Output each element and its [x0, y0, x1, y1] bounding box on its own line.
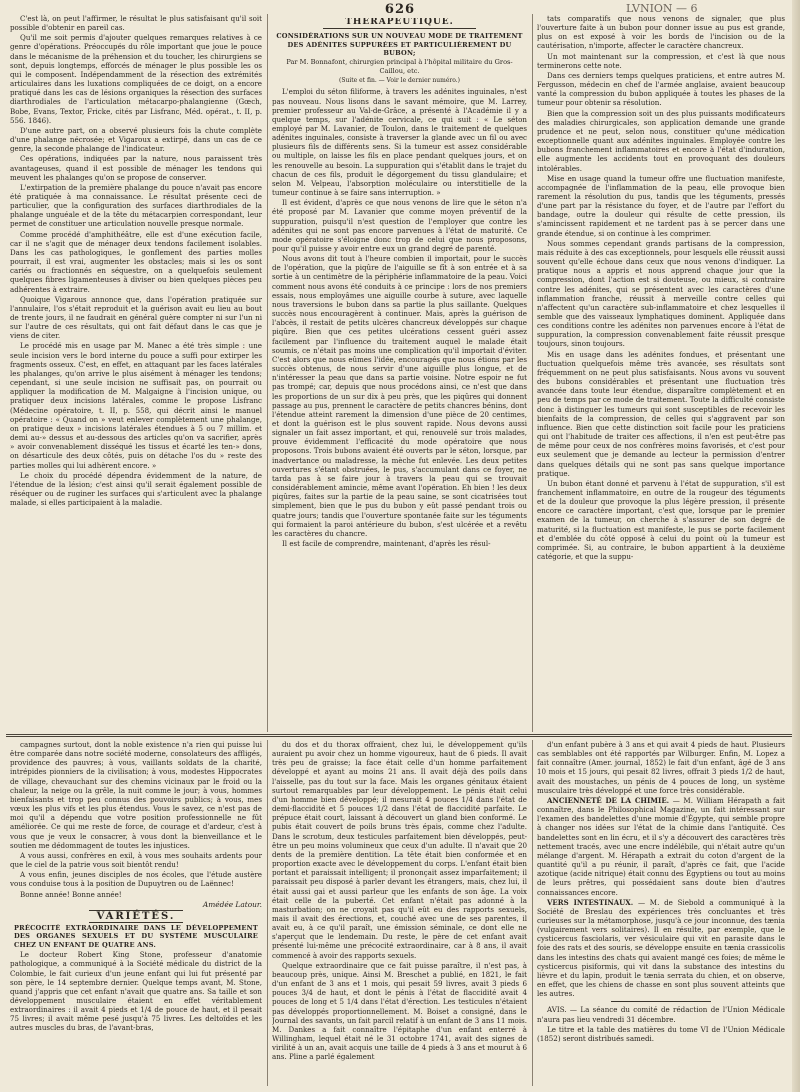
final-notice: Le titre et la table des matières du tome VI de l'Union Médicale (1852) seront distribués samedi. — [537, 1024, 785, 1043]
chemistry-text: — M. William Hérapath a fait connaître, dans le Philosophical Magazine, un fait intéressant sur l'examen des bandelettes d'une momie d'Égypte, qui semble propre à changer nos idées sur l'état de la chimie dans l'antiquité. Ces bandelettes sont en lin écru, et il s'y a découvert des caractères très nettement tracés, avec une encre indélébile, qui n'était autre qu'un mélange d'argent. M. Hérapath a extrait du coton d'argent de la quantité qu'il a pu réunir, il paraît, d'après ce fait, que l'acide azotique (acide nitrique) était connu des Égyptiens ou tout au moins de leurs prêtres, qui possédaient sans doute bien d'autres connaissances encore. — [537, 795, 785, 897]
paragraph: Qu'il me soit permis d'ajouter quelques remarques relatives à ce genre d'opérations. Préoccupés du rôle important que joue le pouce dans le mécanisme de la préhension et du toucher, les chirurgiens se sont, depuis longtemps, efforcés de ménager le plus possible les os qui le composent. Indépendamment de la résection des extrémités articulaires dans les luxations compliquées de ce doigt, on a encore pratiqué dans les cas de lésions organiques la résection des surfaces diarthrodiales de l'articulation métacarpo-phalangienne (Gœch, Bobe, Evans, Textor, Fricke, cités par Lisfranc, Méd. opérat., t. II, p. 556. 1846). — [10, 33, 262, 125]
paragraph: L'extirpation de la première phalange du pouce n'avait pas encore été pratiquée à ma connaissance. Le résultat présente ceci de particulier, que la configuration des surfaces diarthrodiales de la phalange unguéale et de la tête du métacarpien correspondant, leur permet de constituer une articulation nouvelle presque normale. — [10, 182, 262, 229]
paragraph: Le choix du procédé dépendra évidemment de la nature, de l'étendue de la lésion; c'est ainsi qu'il serait également possible de réséquer ou de ruginer les surfaces qui s'articulent avec la phalange malade, si elles participaient à la maladie. — [10, 470, 262, 508]
paragraph: Bien que la compression soit un des plus puissants modificateurs des maladies chirurgicales, son application demande une grande prudence et ne peut, selon nous, constituer qu'une médication exceptionnelle quant aux adénites inguinales. Employée contre les bubons franchement inflammatoires et encore à l'état d'induration, elle augmente les accidents tout en provoquant des douleurs intolérables. — [537, 108, 785, 173]
note-worms — [537, 898, 785, 999]
paragraph: d'un enfant pubère à 3 ans et qui avait 4 pieds de haut. Plusieurs cas semblables ont été rapportés par Wilburger. Enfin, M. Lopez a fait connaître (Amer. journal, 1852) le fait d'un enfant, âgé de 3 ans 10 mois et 15 jours, qui pesait 82 livres, offrait 3 pieds 1/2 de haut, avait des moustaches, un pénis de 4 pouces de long, un système musculaire très développé et une force très considérable. — [537, 740, 785, 795]
paragraph: Quoique Vigarous annonce que, dans l'opération pratiquée sur l'annulaire, l'os s'était reproduit et la guérison avait eu lieu au bout de trente jours, il ne faudrait en général guère compter ni sur l'un ni sur l'autre de ces résultats, qui ont fait défaut dans le cas que je viens de citer. — [10, 294, 262, 341]
paragraph: Un mot maintenant sur la compression, et c'est là que nous terminerons cette note. — [537, 51, 785, 70]
worms-text: — M. de Siebold a communiqué à la Société de Breslau des expériences très concluantes et très curieuses sur la métamorphose, jusqu'à ce jour inconnue, des tænia (vulgairement vers solitaires). Il en résulte, par exemple, que le cysticercus fasciolaris, ver vésiculaire qui vit en parasite dans le foie des rats et des souris, se développe ensuite en tænia crassicolis dans les intestins des chats qui avaient mangé ces foies; de même le cysticercus pisiformis, qui vit dans la substance des intestins du lièvre et du lapin, produit le tænia serrata du chien, et on observe, en effet, que les chiens de chasse en sont plus souvent atteints que les autres. — [537, 897, 785, 999]
paragraph: Un bubon étant donné et parvenu à l'état de suppuration, s'il est franchement inflammatoire, en outre de la rougeur des téguments et de la douleur que provoque la plus légère pression, il présente encore ce caractère important, c'est que, lorsque par le premier examen de la tumeur, on cherche à s'assurer de son degré de maturité, si la fluctuation est manifeste, le pus se porte facilement et d'emblée du côté opposé à celui du point où la tumeur est comprimée. Si, au contraire, le bubon appartient à la deuxième catégorie, et que la suppu- — [537, 478, 785, 562]
subhead-worms: VERS INTESTINAUX. — [547, 897, 634, 907]
paragraph: C'est là, on peut l'affirmer, le résultat le plus satisfaisant qu'il soit possible d'obtenir en pareil cas. — [10, 14, 262, 33]
article-title: CONSIDÉRATIONS SUR UN NOUVEAU MODE DE TRAITEMENT DES ADÉNITES SUPPURÉES ET PARTICULIÈREMENT DU BUBON; — [276, 32, 523, 57]
divider — [611, 1001, 710, 1002]
paragraph: Comme procédé d'amphithéâtre, elle est d'une exécution facile, car il ne s'agit que de ménager deux tendons facilement isolables. Dans les cas pathologiques, le gonflement des parties molles pourrait, il est vrai, augmenter les obstacles; mais si les os sont cariés ou fractionnés en séquestre, on a quelquefois seulement quelques fibres ligamenteuses à diviser ou bien quelques pièces peu adhérentes à extraire. — [10, 229, 262, 294]
paragraph: Mise en usage quand la tumeur offre une fluctuation manifeste, accompagnée de l'inflammation de la peau, elle provoque bien rarement la résolution du pus, tandis que les téguments, pressés d'une part par la résistance du foyer, et de l'autre par l'effort du bandage, outre la douleur qui résulte de cette pression, ils s'amincissent rapidement et ne tardent pas à se percer dans une grande étendue, si on continue à les comprimer. — [537, 173, 785, 238]
bottom-column-1 — [10, 740, 262, 1086]
section-separator — [6, 736, 794, 737]
paragraph: Dans ces derniers temps quelques praticiens, et entre autres M. Fergusson, médecin en chef de l'armée anglaise, avaient beaucoup vanté la compression du bubon appliquée à toutes les phases de la tumeur pour obtenir sa résolution. — [537, 70, 785, 108]
top-column-3 — [537, 14, 785, 730]
page-edge — [792, 0, 800, 1092]
column-rule — [532, 740, 533, 1086]
bottom-column-2 — [272, 740, 527, 1086]
variety-article-body — [10, 950, 262, 1032]
section-heading-varietes — [10, 912, 262, 921]
paragraph: Bonne année! Bonne année! — [20, 889, 122, 899]
top-column-1 — [10, 14, 262, 730]
paragraph: A vous aussi, confrères en exil, à vous mes souhaits ardents pour que le ciel de la patrie vous soit bientôt rendu! — [10, 850, 262, 870]
article-body — [272, 87, 527, 548]
signature: Amédée Latour. — [202, 899, 262, 909]
paragraph: L'emploi du séton filiforme, à travers les adénites inguinales, n'est pas nouveau. Nous lisons dans le savant mémoire, que M. Larrey, premier professeur au Val-de-Grâce, a présenté à l'Académie il y a quelque temps, sur l'adénite cervicale, ce qui suit : « Le séton employé par M. Lavanier, de Toulon, dans le traitement de quelques adénites inguinales, consiste à traverser la glande avec un fil ou avec plusieurs fils de différents sens. Si la tumeur est assez considérable ou multiple, on laisse les fils en place pendant quelques jours, et on les renouvelle au besoin. La suppuration qui s'établit dans le trajet du chacun de ces fils, produit le dégorgement du tissu glandulaire; et selon M. Velpeau, l'absorption moléculaire ou interstitielle de la tumeur continue à se faire sans interruption. » — [272, 87, 527, 198]
bottom-col3-paragraphs — [537, 740, 785, 795]
paragraph: Il est évident, d'après ce que nous venons de lire que le séton n'a été proposé par M. Lavanier que comme moyen préventif de la suppuration, puisqu'il n'est question de l'employer que contre les adénites qui ne sont pas encore parvenues à l'état de maturité. Ce mode opératoire s'éloigne donc trop de celui que nous proposons, pour qu'il puisse y avoir entre eux un grand degré de parenté. — [272, 198, 527, 253]
section-separator — [6, 734, 794, 735]
paragraph: Ces opérations, indiquées par la nature, nous paraissent très avantageuses, quand il est possible de ménager les tendons qui meuvent les phalanges qu'on se propose de conserver. — [10, 154, 262, 182]
page-number: 626 — [384, 2, 416, 17]
paragraph: Le procédé mis en usage par M. Manec a été très simple : une seule incision vers le bord interne du pouce a suffi pour extirper les fragments osseux. C'est, en effet, en attaquant par les faces latérales les phalanges, qu'on arrive le plus aisément à ménager les tendons; cependant, si une seule incision ne suffisait pas, on pourrait ou appliquer la modification de M. Malgaigne à l'incision unique, ou pratiquer deux incisions latérales, comme le propose Lisfranc (Médecine opératoire, t. II, p. 558, qui décrit ainsi le manuel opératoire : « Quand on » veut enlever complètement une phalange, on pratique deux » incisions latérales étendues à 5 ou 7 millim. et demi au-» dessus et au-dessous des articles qu'on va sacrifier, après » avoir convenablement disséqué les tissus et écarté les ten-» dons, on désarticule des deux côtés, puis on détache l'os du » reste des parties molles qui lui adhèrent encore. » — [10, 341, 262, 470]
paragraph: Le docteur Robert King Stone, professeur d'anatomie pathologique, a communiqué à la Société médicale du district de la Colombie, le fait curieux d'un jeune enfant qui lui fut présenté par son père, le 14 septembre dernier. Quelque temps avant, M. Stone, quand j'appris que cet enfant n'avait que quatre ans. Sa taille et son développement musculaire étaient en effet véritablement extraordinaires : il avait 4 pieds et 1/4 de pouce de haut, et il pesait 75 livres; il avait même pesé jusqu'à 75 livres. Les deltoïdes et les autres muscles du bras, de l'avant-bras, — [10, 950, 262, 1033]
note-chemistry — [537, 796, 785, 897]
notice: AVIS. — La séance du comité de rédaction de l'Union Médicale n'aura pas lieu vendredi 31 décembre. — [537, 1005, 785, 1024]
paragraph: A vous enfin, jeunes disciples de nos écoles, que l'étude austère vous conduise tous à la position de Dupuytren ou de Laënnec! — [10, 870, 262, 889]
paragraph: Il est facile de comprendre, maintenant, d'après les résul- — [282, 539, 491, 548]
paragraph: Mis en usage dans les adénites fondues, et présentant une fluctuation quelquefois même très avancée, ses résultats sont fréquemment on ne peut plus satisfaisants. Nous avons vu souvent des bubons considérables et présentant une fluctuation très avancée dans toute leur étendue, disparaître complètement et en peu de temps par ce mode de traitement. Toute la difficulté consiste donc à distinguer les tumeurs qui sont susceptibles de recevoir les bienfaits de la compression, de celles qui s'aggravent par son influence. Bien que cette distinction soit facile pour les praticiens qui ont l'habitude de traiter ces affections, il n'en est peut-être pas de même pour ceux de nos confrères moins favorisés, et c'est pour eux seulement que je demande au lecteur la permission d'entrer dans quelques détails qui ne sont pas sans quelque importance pratique. — [537, 349, 785, 478]
top-column-2 — [272, 18, 527, 730]
paragraph: tats comparatifs que nous venons de signaler, que plus l'ouverture faite à un bubon pour donner issue au pus est grande, plus on est exposé à voir les bords de l'incision ou de la cautérisation, n'importe, affecter le caractère chancreux. — [537, 14, 785, 51]
bottom-column-3 — [537, 740, 785, 1086]
subhead-chemistry: ANCIENNETÉ DE LA CHIMIE. — [547, 795, 670, 805]
column-rule — [267, 740, 268, 1086]
paragraph: Nous avons dit tout à l'heure combien il importait, pour le succès de l'opération, que la piqûre de l'aiguille se fît à son entrée et à sa sortie à un centimètre de la périphérie inflammatoire de la peau. Voici comment nous avons été conduits à ce principe : lors de nos premiers essais, nous employâmes une aiguille courbe à suture, avec laquelle nous traversions le bubon dans sa partie la plus saillante. Quelques succès nous encouragèrent à continuer. Mais, après la guérison de l'abcès, il restait de petits ulcères chancreux développés sur chaque piqûre. Bien que ces petites ulcérations cessent guéri assez facilement par l'influence du traitement auquel le malade était soumis, ce n'était pas moins une complication qu'il importait d'éviter. C'est alors que nous eûmes l'idée, encouragés que nous étions par les succès obtenus, de nous servir d'une aiguille plus longue, et de n'intéresser la peau que dans sa partie voisine. Notre espoir ne fut pas trompé; car, depuis que nous procédons ainsi, ce n'est que dans les proportions de un sur dix à peu près, que les piqûres qui donnent passage au pus, prennent le caractère de petits chancres bénins, dont l'étendue atteint rarement la dimension d'une pièce de 20 centimes, et dont la guérison est le plus souvent rapide. Nous devons aussi signaler un fait assez important, et qui, renouvelé sur trois malades, prouve évidemment l'efficacité du mode opératoire que nous proposons. Trois bubons avaient été ouverts par le séton, lorsque, par inadvertance ou maladresse, la mèche fut enlevée. Les deux petites ouvertures s'étant obstruées, le pus, s'accumulant dans ce foyer, ne tarda pas à se faire jour à travers la peau qui se trouvait considérablement amincie, même avant l'opération. Eh bien ! les deux piqûres, faites sur la partie de la peau saine, se sont cicatrisées tout simplement, bien que le pus du bubon y eût passé pendant trois ou quatre jours; tandis que l'ouverture spontanée faite sur les téguments qui formaient la paroi antérieure du bubon, s'est ulcérée et a revêtu les caractères du chancre. — [272, 254, 527, 538]
paragraph: Quelque extraordinaire que ce fait puisse paraître, il n'est pas, à beaucoup près, unique. Ainsi M. Breschet a publié, en 1821, le fait d'un enfant de 3 ans et 1 mois, qui pesait 59 livres, avait 3 pieds 6 pouces 3/4 de haut, et dont le pénis à l'état de flaccidité avait 4 pouces de long et 5 1/4 dans l'état d'érection. Les testicules n'étaient pas développés proportionnellement. M. Boiset a consigné, dans le Journal des savants, un fait parcil relatif à un enfant de 3 ans 11 mois. M. Dankes a fait connaître l'épitaphe d'un enfant enterré à Willingham, lequel était né le 31 octobre 1741, avait des signes de virilité à un an, avait acquis une taille de 4 pieds à 3 ans et mourut à 6 ans. Pline a parlé également — [272, 960, 527, 1062]
paragraph: campagnes surtout, dont la noble existence n'a rien qui puisse lui être comparée dans notre société moderne, consolateurs des affligés, providence des pauvres; à vous, vaillants soldats de la charité, intrépides pionniers de la civilisation; à vous, modestes Hippocrates de village, chevauchant sur des chemins vicinaux par le froid ou la chaleur, la neige ou la grêle, la nuit comme le jour; à vous, hommes bienfaisants et trop peu connus des pouvoirs publics; à vous, mes vœux les plus vifs et les plus étendus. Vous le savez, ce n'est pas de moi qu'il a dépendu que votre position professionnelle ne fût améliorée. Ce qui me reste de force, de courage et d'ardeur, c'est à vous que je veux le consacrer, à vous dont la bienveillance et le soutien me dédommagent de toutes les injustices. — [10, 740, 262, 850]
section-heading-text: VARIÉTÉS. — [89, 910, 184, 923]
column-rule — [532, 14, 533, 732]
paragraph: D'une autre part, on a observé plusieurs fois la chute complète d'une phalange nécrosée; et Vigaroux a extirpé, dans un cas de ce genre, la seconde phalange de l'indicateur. — [10, 125, 262, 154]
article-byline: Par M. Bonnafont, chirurgien principal à l'hôpital militaire du Gros-Caillou, etc. — [286, 58, 513, 75]
section-title-therapeutique: THÉRAPEUTIQUE. — [323, 18, 476, 29]
continuation-note: (Suite et fin. — Voir le dernier numéro.) — [339, 77, 460, 85]
running-head: LVNION — 6 — [626, 2, 698, 15]
closing-paragraphs — [10, 740, 262, 899]
paragraph: Nous sommes cependant grands partisans de la compression, mais réduite à des cas exceptionnels, pour lesquels elle réussit aussi souvent qu'elle échoue dans ceux que nous venons d'indiquer. La pratique nous a appris et nous apprend chaque jour que la compression, dont l'action est si douteuse, ou mieux, si contraire contre les adénites, qui se présentent avec les caractères d'une inflammation franche, réussit à merveille contre celles qui n'affectent qu'un caractère sub-inflammatoire et chez lesquelles il semble que des vaisseaux lymphatiques dominent. Appliquée dans ces conditions contre les adénites non parvenues encore à l'état de suppuration, la compression convenablement faite réussit presque toujours, sinon toujours. — [537, 238, 785, 349]
column-rule — [267, 14, 268, 732]
paragraph: du dos et du thorax offraient, chez lui, le développement qu'ils auraient pu avoir chez un homme vigoureux, haut de 6 pieds. Il avait très peu de graisse; la face était celle d'un homme parfaitement développé et ayant au moins 21 ans. Il avait déjà des poils dans l'aisselle, pas du tout sur la face. Mais les organes génitaux étaient surtout remarquables par leur développement. Le pénis était celui d'un homme bien développé; il mesurait 4 pouces 1/4 dans l'état de demi-flaccidité et 5 pouces 1/2 dans l'état de flaccidité parfaite. Le prépuce était court, laissant à découvert un gland bien conformé. Le pubis était couvert de poils bruns très épais, comme chez l'adulte. Dans le scrotum, deux testicules parfaitement bien développés, peut-être un peu moins volumineux que ceux d'un adulte. Il n'avait que 20 dents de la première dentition. La tête était bien conformée et en proportion exacte avec le développement du corps. L'enfant était bien portant et paraissait intelligent; il prononçait assez imparfaitement; il paraissait peu disposé à parler devant les étrangers, mais, chez lui, il était aussi gai et aussi parleur que les enfants de son âge. La voix était celle de la puberté. Cet enfant n'était pas adonné à la masturbation; on ne croyait pas qu'il eût eu des rapports sexuels, mais il avait des érections, et, couché avec une de ses parentes, il avait eu, à ce qu'il paraît, une émission séminale, ce dont elle ne s'aperçut que le lendemain. Du reste, le père de cet enfant avait présenté lui-même une précocité extraordinaire, car à 8 ans, il avait commencé à avoir des rapports sexuels. — [272, 740, 527, 960]
variety-article-title: PRÉCOCITÉ EXTRAORDINAIRE DANS LE DÉVELOPPEMENT DES ORGANES SEXUELS ET DU SYSTÈME MUSCULAIRE CHEZ UN ENFANT DE QUATRE ANS. — [14, 923, 258, 949]
